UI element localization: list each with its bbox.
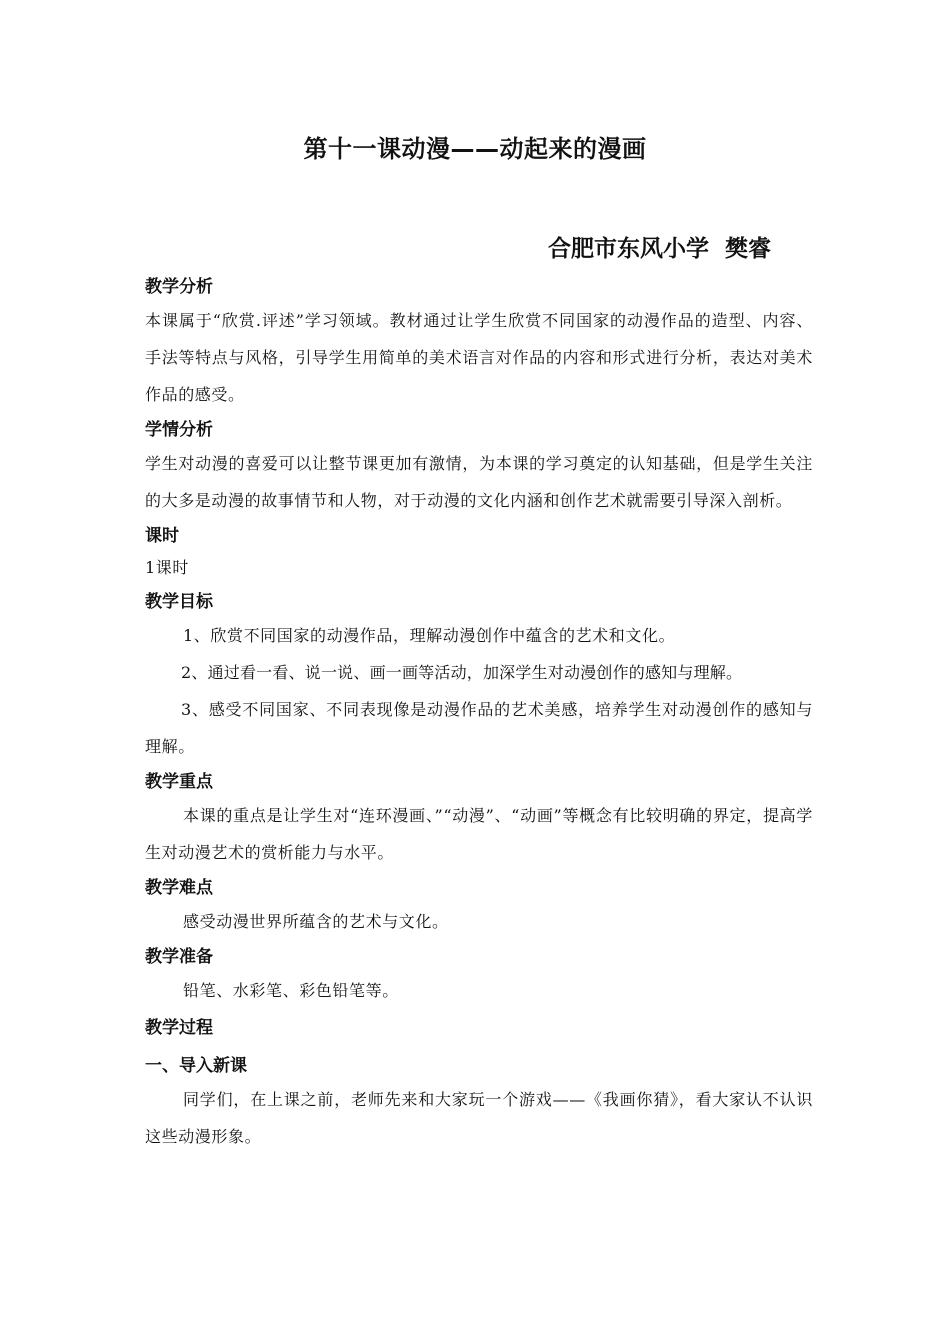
section-heading-preparation: 教学准备 — [145, 947, 213, 967]
goal-item: 2、通过看一看、说一说、画一画等活动，加深学生对动漫创作的感知与理解。 — [181, 663, 743, 682]
goal-item: 1、欣赏不同国家的动漫作品，理解动漫创作中蕴含的艺术和文化。 — [183, 626, 676, 645]
section-heading-analysis: 教学分析 — [145, 277, 213, 297]
section-heading-hours: 课时 — [145, 526, 179, 546]
goal-item: 3、感受不同国家、不同表现像是动漫作品的艺术美感，培养学生对动漫创作的感知与理解。 — [145, 700, 813, 756]
section-text-preparation: 铅笔、水彩笔、彩色铅笔等。 — [183, 981, 399, 1000]
section-heading-students: 学情分析 — [145, 420, 213, 440]
section-text-difficulties: 感受动漫世界所蕴含的艺术与文化。 — [183, 912, 449, 931]
subsection-heading-intro: 一、导入新课 — [145, 1056, 247, 1076]
section-text-analysis: 本课属于“欣赏.评述”学习领域。教材通过让学生欣赏不同国家的动漫作品的造型、内容、手法等特点与风格，引导学生用简单的美术语言对作品的内容和形式进行分析，表达对美术作品的感受。 — [145, 311, 813, 404]
section-text-hours: 1课时 — [145, 558, 189, 577]
section-heading-goals: 教学目标 — [145, 592, 213, 612]
document-body — [145, 272, 813, 1155]
document-author: 合肥市东风小学 樊睿 — [548, 236, 772, 262]
subsection-text-intro: 同学们，在上课之前，老师先来和大家玩一个游戏——《我画你猜》，看大家认不认识这些动漫形象。 — [145, 1090, 813, 1146]
section-text-key-points: 本课的重点是让学生对“连环漫画、”“动漫”、“动画”等概念有比较明确的界定，提高学生对动漫艺术的赏析能力与水平。 — [145, 806, 813, 862]
section-heading-key-points: 教学重点 — [145, 772, 213, 792]
section-text-students: 学生对动漫的喜爱可以让整节课更加有激情，为本课的学习奠定的认知基础，但是学生关注的大多是动漫的故事情节和人物，对于动漫的文化内涵和创作艺术就需要引导深入剖析。 — [145, 454, 813, 510]
section-heading-process: 教学过程 — [145, 1018, 213, 1038]
section-heading-difficulties: 教学难点 — [145, 878, 213, 898]
document-title: 第十一课动漫——动起来的漫画 — [303, 135, 647, 163]
